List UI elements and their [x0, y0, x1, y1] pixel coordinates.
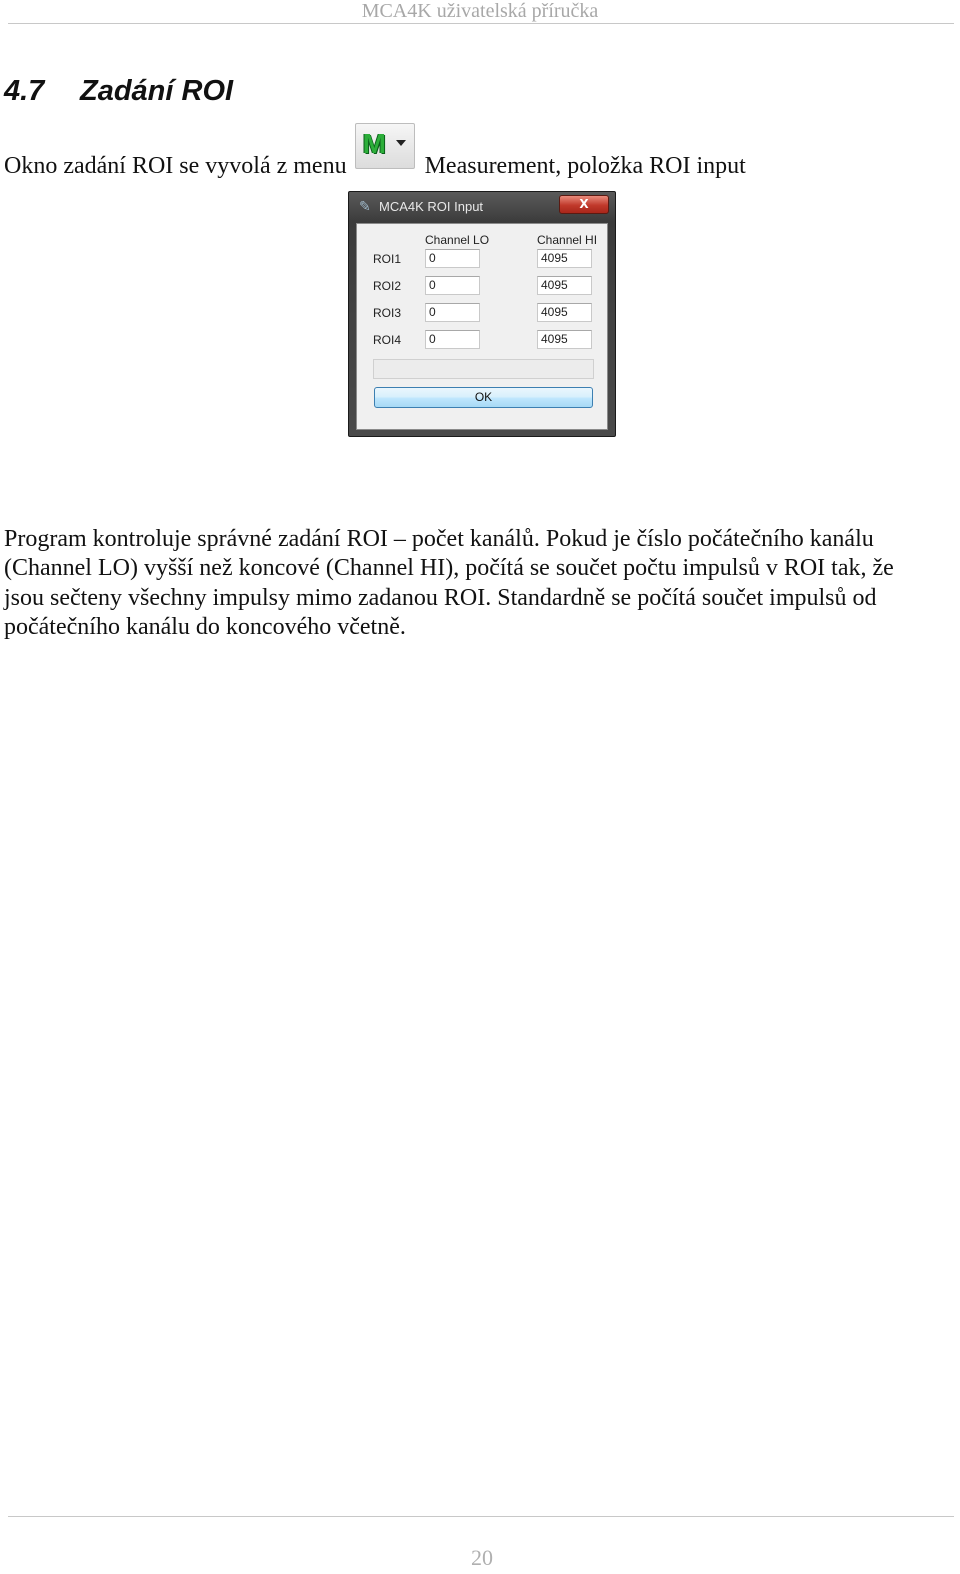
roi1-label: ROI1 — [373, 252, 402, 266]
dropdown-caret-icon — [396, 140, 406, 146]
column-header-channel-lo: Channel LO — [425, 233, 490, 247]
roi-input-dialog — [348, 191, 616, 437]
body-paragraph: Program kontroluje správné zadání ROI – počet kanálů. Pokud je číslo počátečního kanálu (Channel LO) vyšší než koncové (Channel HI), počítá se součet počtu impulsů v ROI tak, že jsou sečteny všechny impulsy mimo zadanou ROI. Standardně se počítá součet impulsů od počátečního kanálu do koncového včetně. — [4, 526, 894, 640]
close-button[interactable]: X — [559, 195, 609, 214]
roi4-label: ROI4 — [373, 333, 402, 347]
roi1-channel-lo-input[interactable]: 0 — [425, 249, 480, 268]
status-box — [373, 359, 594, 379]
roi1-channel-hi-input[interactable]: 4095 — [537, 249, 592, 268]
section-title: Zadání ROI — [80, 75, 234, 107]
section-heading — [4, 74, 233, 108]
roi3-channel-lo-input[interactable]: 0 — [425, 303, 480, 322]
ok-button[interactable]: OK — [374, 387, 593, 408]
section-number: 4.7 — [4, 75, 45, 107]
footer-rule — [8, 1516, 954, 1517]
app-wrench-icon: ✎ — [359, 199, 371, 215]
roi2-channel-hi-input[interactable]: 4095 — [537, 276, 592, 295]
intro-text-after: Measurement, položka ROI input — [424, 153, 746, 179]
menu-icon-letter: M — [362, 128, 386, 159]
roi2-label: ROI2 — [373, 279, 402, 293]
roi2-channel-lo-input[interactable]: 0 — [425, 276, 480, 295]
roi4-channel-hi-input[interactable]: 4095 — [537, 330, 592, 349]
roi3-channel-hi-input[interactable]: 4095 — [537, 303, 592, 322]
dialog-title: MCA4K ROI Input — [379, 199, 484, 214]
column-header-channel-hi: Channel HI — [537, 233, 598, 247]
roi4-channel-lo-input[interactable]: 0 — [425, 330, 480, 349]
measurement-menu-icon — [355, 123, 415, 169]
intro-line — [4, 128, 746, 181]
roi3-label: ROI3 — [373, 306, 402, 320]
dialog-titlebar[interactable] — [349, 192, 615, 222]
header-rule — [8, 23, 954, 24]
intro-text-before: Okno zadání ROI se vyvolá z menu — [4, 153, 347, 179]
running-header: MCA4K uživatelská příručka — [361, 0, 599, 22]
page-number: 20 — [471, 1545, 493, 1570]
dialog-client-area — [356, 223, 608, 430]
